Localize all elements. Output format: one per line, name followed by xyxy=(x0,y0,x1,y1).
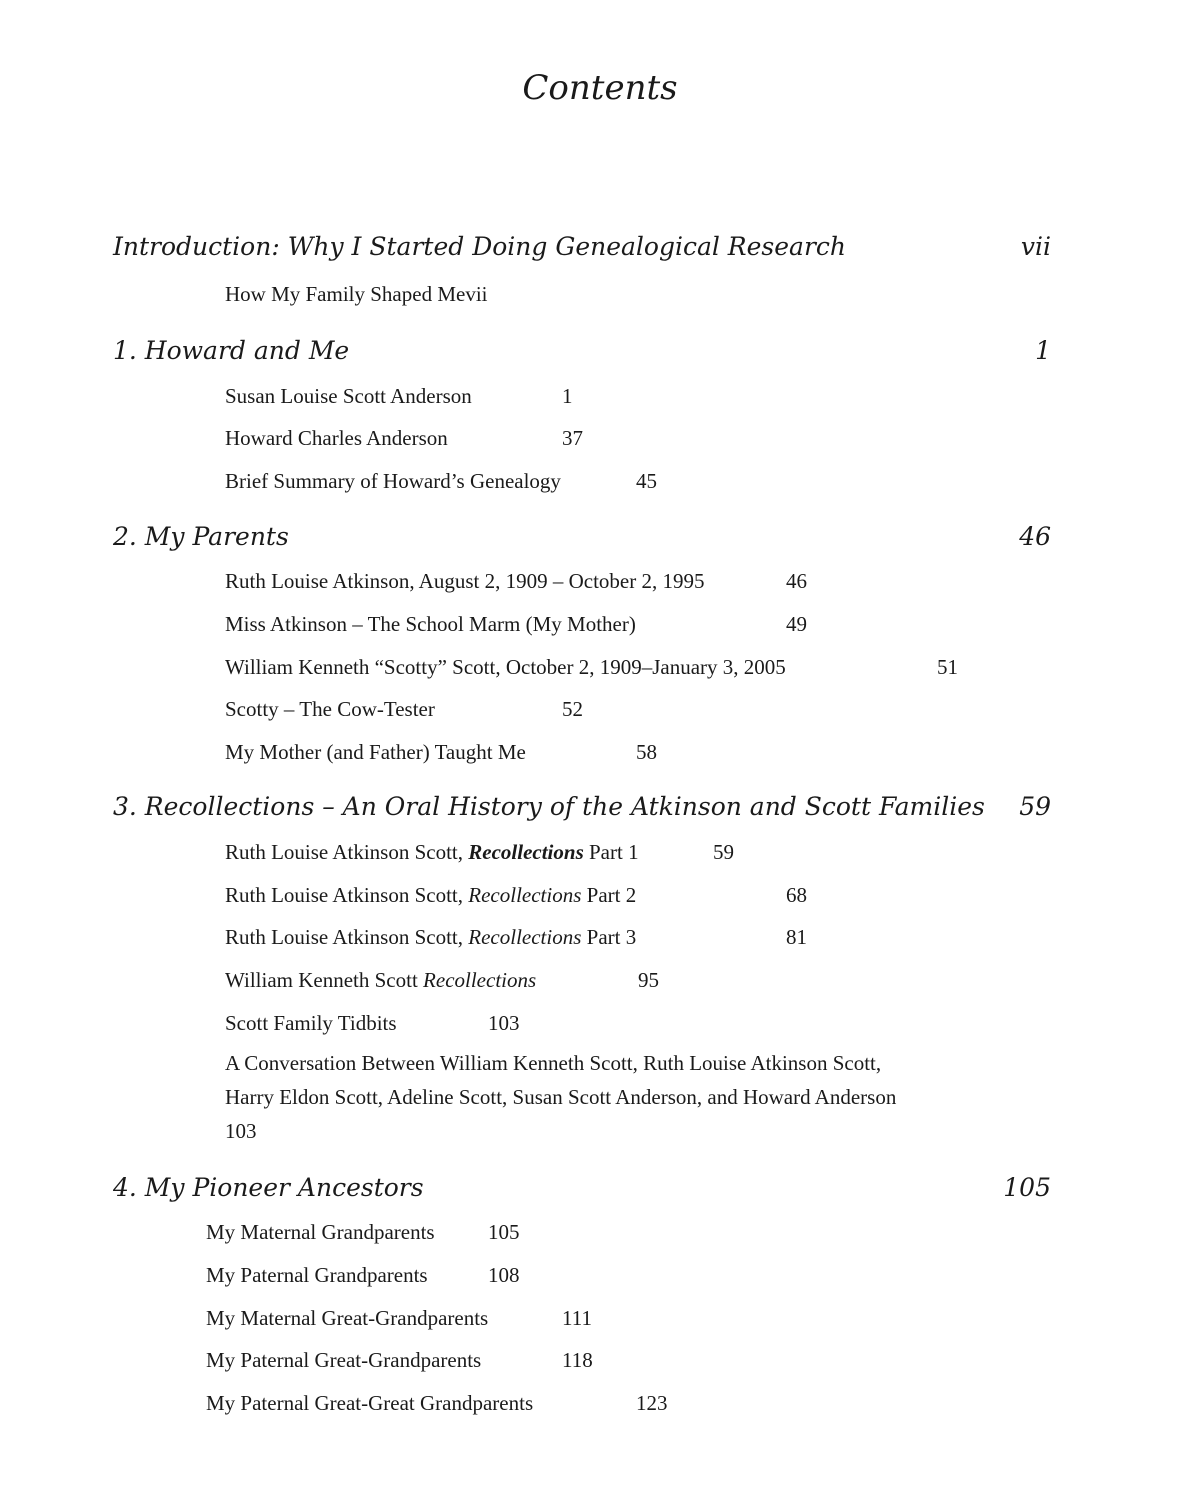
toc-entry[interactable] xyxy=(206,1220,520,1245)
entry-page-number: 103 xyxy=(225,1119,257,1143)
entry-title: My Maternal Grandparents xyxy=(206,1220,435,1244)
chapter-title: 1. Howard and Me xyxy=(113,336,350,365)
entry-title: My Paternal Grandparents xyxy=(206,1263,428,1287)
chapter-title: 3. Recollections – An Oral History of the Atkinson and Scott Families xyxy=(113,792,985,821)
entry-title-line: Harry Eldon Scott, Adeline Scott, Susan Scott Anderson, and Howard Anderson xyxy=(225,1085,897,1109)
entry-page-number: 1 xyxy=(562,384,573,408)
entry-page-number: 52 xyxy=(562,697,583,721)
chapter-title: 2. My Parents xyxy=(113,522,289,551)
entry-title: Susan Louise Scott Anderson xyxy=(225,384,472,408)
entry-page-number: 111 xyxy=(562,1306,592,1330)
toc-chapter-1[interactable] xyxy=(113,336,1051,365)
toc-entry[interactable] xyxy=(225,925,807,950)
entry-title: William Kenneth “Scotty” Scott, October 2, 1909–January 3, 2005 xyxy=(225,655,786,679)
entry-page-number: 59 xyxy=(713,840,734,864)
toc-entry[interactable] xyxy=(225,655,958,680)
entry-title: Scotty – The Cow-Tester xyxy=(225,697,435,721)
chapter-page-number: 59 xyxy=(1019,792,1051,821)
entry-title: Howard Charles Anderson xyxy=(225,426,448,450)
entry-page-number: 58 xyxy=(636,740,657,764)
toc-entry[interactable] xyxy=(206,1263,520,1288)
entry-title-suffix: Part 2 xyxy=(581,883,637,907)
entry-title-line: A Conversation Between William Kenneth Scott, Ruth Louise Atkinson Scott, xyxy=(225,1051,882,1075)
entry-page-number: 49 xyxy=(786,612,807,636)
entry-title-prefix: Ruth Louise Atkinson Scott, xyxy=(225,840,469,864)
entry-page-number: 81 xyxy=(786,925,807,949)
entry-page-number: 68 xyxy=(786,883,807,907)
entry-title-italic: Recollections xyxy=(468,925,582,949)
toc-entry[interactable] xyxy=(225,840,734,865)
toc-entry-conversation[interactable] xyxy=(225,1046,985,1148)
entry-page-number: 45 xyxy=(636,469,657,493)
toc-entry[interactable] xyxy=(206,1306,592,1331)
entry-page-number: 37 xyxy=(562,426,583,450)
chapter-page-number: 105 xyxy=(1003,1173,1051,1202)
toc-entry[interactable] xyxy=(225,569,807,594)
entry-page-number: 118 xyxy=(562,1348,593,1372)
toc-chapter-3[interactable] xyxy=(113,792,1051,821)
chapter-page-number: 1 xyxy=(1035,336,1051,365)
toc-chapter-introduction[interactable] xyxy=(113,232,1051,261)
chapter-title: 4. My Pioneer Ancestors xyxy=(113,1173,424,1202)
toc-entry[interactable] xyxy=(225,469,657,494)
toc-entry[interactable] xyxy=(225,697,583,722)
entry-title: Miss Atkinson – The School Marm (My Mother) xyxy=(225,612,636,636)
entry-title-prefix: Ruth Louise Atkinson Scott, xyxy=(225,925,469,949)
entry-page-number: 108 xyxy=(488,1263,520,1287)
toc-entry[interactable] xyxy=(225,282,488,307)
toc-entry[interactable] xyxy=(225,740,657,765)
toc-entry[interactable] xyxy=(225,384,573,409)
entry-title-italic: Recollections xyxy=(423,968,537,992)
entry-title-suffix: Part 3 xyxy=(581,925,637,949)
entry-title-suffix: Part 1 xyxy=(583,840,639,864)
entry-page-number: 123 xyxy=(636,1391,668,1415)
toc-entry[interactable] xyxy=(206,1348,593,1373)
entry-page-number: 95 xyxy=(638,968,659,992)
toc-chapter-4[interactable] xyxy=(113,1173,1051,1202)
toc-entry[interactable] xyxy=(225,883,807,908)
chapter-page-number: 46 xyxy=(1019,522,1051,551)
toc-chapter-2[interactable] xyxy=(113,522,1051,551)
chapter-page-number: vii xyxy=(1020,232,1051,261)
entry-page-number: 105 xyxy=(488,1220,520,1244)
toc-entry[interactable] xyxy=(225,612,807,637)
entry-title: How My Family Shaped Mevii xyxy=(225,282,488,306)
entry-page-number: 46 xyxy=(786,569,807,593)
entry-title: My Maternal Great-Grandparents xyxy=(206,1306,489,1330)
entry-title: Brief Summary of Howard’s Genealogy xyxy=(225,469,561,493)
toc-entry[interactable] xyxy=(225,1011,520,1036)
toc-entry[interactable] xyxy=(225,426,583,451)
entry-title: Scott Family Tidbits xyxy=(225,1011,397,1035)
page-title: Contents xyxy=(522,68,678,108)
entry-page-number: 103 xyxy=(488,1011,520,1035)
entry-title: My Mother (and Father) Taught Me xyxy=(225,740,526,764)
entry-page-number: 51 xyxy=(937,655,958,679)
entry-title-prefix: Ruth Louise Atkinson Scott, xyxy=(225,883,469,907)
entry-title: My Paternal Great-Great Grandparents xyxy=(206,1391,534,1415)
entry-title-italic: Recollections xyxy=(468,840,584,864)
toc-entry[interactable] xyxy=(225,968,659,993)
entry-title-prefix: William Kenneth Scott xyxy=(225,968,424,992)
chapter-title: Introduction: Why I Started Doing Genealogical Research xyxy=(113,232,847,261)
entry-title: My Paternal Great-Grandparents xyxy=(206,1348,482,1372)
entry-title-italic: Recollections xyxy=(468,883,582,907)
entry-title: Ruth Louise Atkinson, August 2, 1909 – October 2, 1995 xyxy=(225,569,705,593)
toc-entry[interactable] xyxy=(206,1391,668,1416)
